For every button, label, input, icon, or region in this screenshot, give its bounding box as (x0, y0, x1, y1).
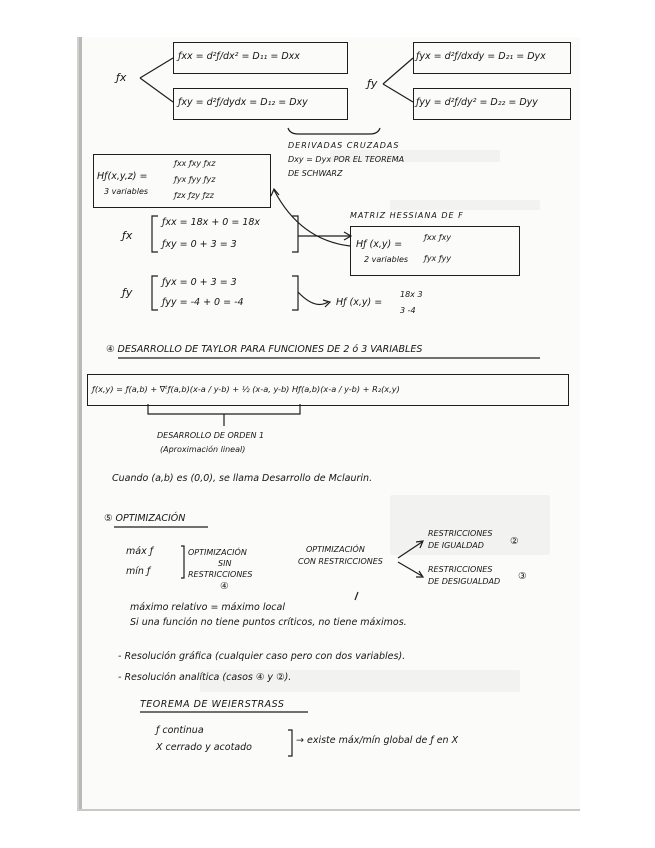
optim-max: máx ƒ (126, 546, 154, 557)
taylor-formula: ƒ(x,y) = ƒ(a,b) + ∇ᵗƒ(a,b)(x-a / y-b) + ½ (x-a, y-b) Hƒ(a,b)(x-a / y-b) + R₂(x,y) (92, 384, 400, 394)
weierstrass-condition-continuous: ƒ continua (156, 725, 204, 736)
optim-with-line2: CON RESTRICCIONES (298, 557, 383, 566)
fxx-formula: ƒxx = d²ƒ/dx² = D₁₁ = Dxx (178, 51, 300, 62)
example-result-label: Hƒ (x,y) = (336, 297, 383, 308)
inequality-restrictions-line1: RESTRICCIONES (428, 565, 493, 574)
fyx-formula: ƒyx = d²ƒ/dxdy = D₂₁ = Dyx (416, 51, 546, 62)
hessian-3var-sublabel: 3 variables (104, 187, 149, 196)
hessian-2var-label: Hƒ (x,y) = (356, 239, 403, 250)
equality-restrictions-line1: RESTRICCIONES (428, 529, 493, 538)
optim-without-case-number: ④ (220, 581, 229, 592)
example-fx-label: ƒx (122, 229, 133, 242)
example-result-row1: 18x 3 (400, 290, 423, 299)
inequality-restrictions-line2: DE DESIGUALDAD (428, 577, 501, 586)
hessian-2var-sublabel: 2 variables (364, 255, 409, 264)
optim-without-line1: OPTIMIZACIÓN (188, 548, 247, 557)
schwarz-note-line2: Dxy = Dyx POR EL TEOREMA (288, 155, 405, 164)
hessian-2var-row2: ƒyx ƒyy (424, 254, 452, 263)
analytical-resolution-note: - Resolución analítica (casos ④ y ②). (118, 672, 292, 683)
equality-restrictions-line2: DE IGUALDAD (428, 541, 484, 550)
fy-label: ƒy (367, 77, 378, 90)
schwarz-note-line1: DERIVADAS CRUZADAS (288, 141, 400, 150)
hessian-3var-row1: ƒxx ƒxy ƒxz (174, 159, 216, 168)
local-max-note: máximo relativo = máximo local (130, 602, 285, 613)
hessian-2var-row1: ƒxx ƒxy (424, 233, 452, 242)
bleed-through (390, 200, 540, 210)
example-fxy: ƒxy = 0 + 3 = 3 (162, 239, 237, 250)
taylor-note-linear: (Aproximación lineal) (160, 445, 246, 454)
weierstrass-conclusion: → existe máx/mín global de ƒ en X (296, 735, 459, 746)
schwarz-note-line3: DE SCHWARZ (288, 169, 343, 178)
inequality-case-number: ③ (518, 571, 527, 582)
example-fxx: ƒxx = 18x + 0 = 18x (162, 217, 261, 228)
fx-label: ƒx (116, 71, 127, 84)
example-result-row2: 3 -4 (400, 306, 416, 315)
fyy-formula: ƒyy = d²ƒ/dy² = D₂₂ = Dyy (416, 97, 538, 108)
hessian-3var-row2: ƒyx ƒyy ƒyz (174, 175, 216, 184)
hessian-2var-title: MATRIZ HESSIANA DE F (350, 211, 464, 220)
equality-case-number: ② (510, 536, 519, 547)
example-fyy: ƒyy = -4 + 0 = -4 (162, 297, 244, 308)
critical-points-note: Si una función no tiene puntos críticos, no tiene máximos. (130, 617, 407, 628)
optim-without-line3: RESTRICCIONES (188, 570, 253, 579)
optim-min: mín ƒ (126, 566, 151, 577)
fxy-formula: ƒxy = d²ƒ/dydx = D₁₂ = Dxy (178, 97, 308, 108)
taylor-heading: ④ DESARROLLO DE TAYLOR PARA FUNCIONES DE 2 ó 3 VARIABLES (106, 344, 423, 355)
optim-without-line2: SIN (218, 559, 232, 568)
hessian-3var-row3: ƒzx ƒzy ƒzz (174, 191, 214, 200)
mclaurin-note: Cuando (a,b) es (0,0), se llama Desarrollo de Mclaurin. (112, 473, 373, 484)
graphical-resolution-note: - Resolución gráfica (cualquier caso pero con dos variables). (118, 651, 406, 662)
taylor-note-order1: DESARROLLO DE ORDEN 1 (157, 431, 265, 440)
example-fyx: ƒyx = 0 + 3 = 3 (162, 277, 237, 288)
optim-with-line1: OPTIMIZACIÓN (306, 545, 365, 554)
example-fy-label: ƒy (122, 286, 133, 299)
weierstrass-title: TEOREMA DE WEIERSTRASS (140, 699, 285, 710)
weierstrass-condition-compact: X cerrado y acotado (156, 742, 252, 753)
hessian-3var-label: Hƒ(x,y,z) = (97, 171, 148, 182)
optim-heading: ⑤ OPTIMIZACIÓN (104, 513, 186, 524)
